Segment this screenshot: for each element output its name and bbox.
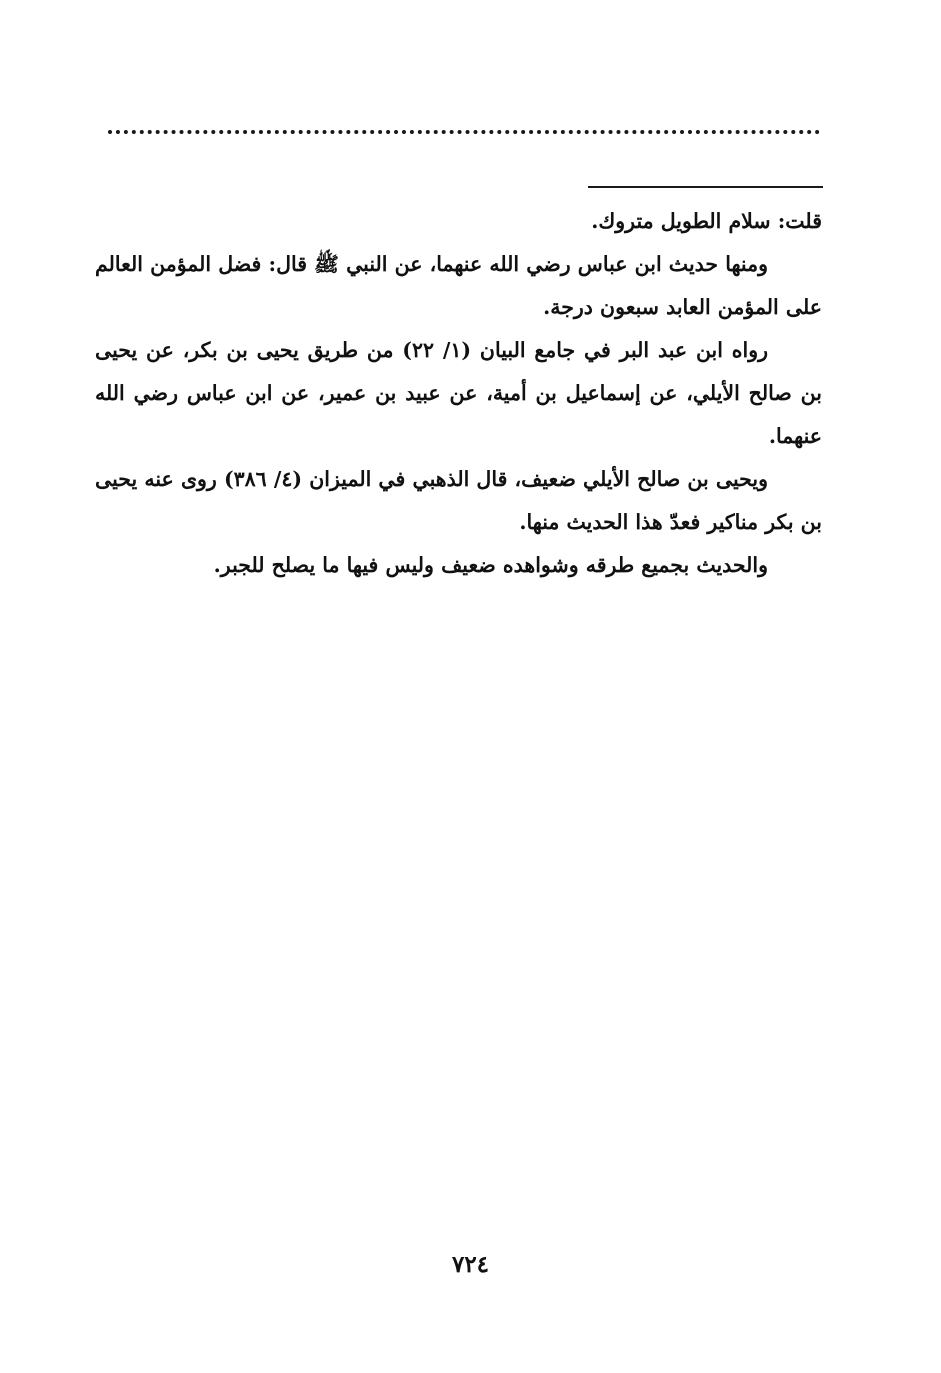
paragraph-source: رواه ابن عبد البر في جامع البيان (١/ ٢٢) من طريق يحيى بن بكر، عن يحيى بن صالح الأيلي، عن إسماعيل بن أمية، عن عبيد بن عمير، عن ابن عباس رضي الله عنهما. (95, 338, 822, 448)
page-number: ٧٢٤ (451, 1251, 490, 1278)
footnote-separator-line (588, 186, 823, 188)
paragraph-hadith: ومنها حديث ابن عباس رضي الله عنهما، عن النبي ﷺ قال: فضل المؤمن العالم على المؤمن العابد سبعون درجة. (95, 252, 822, 319)
paragraph-conclusion: والحديث بجميع طرقه وشواهده ضعيف وليس فيها ما يصلح للجبر. (213, 553, 768, 577)
footnote-text-block (95, 200, 822, 587)
paragraph-note: قلت: سلام الطويل متروك. (591, 209, 822, 233)
dotted-separator (108, 130, 820, 134)
paragraph-narrator-assessment: ويحيى بن صالح الأيلي ضعيف، قال الذهبي في الميزان (٤/ ٣٨٦) روى عنه يحيى بن بكر مناكير فعدّ هذا الحديث منها. (95, 467, 822, 534)
